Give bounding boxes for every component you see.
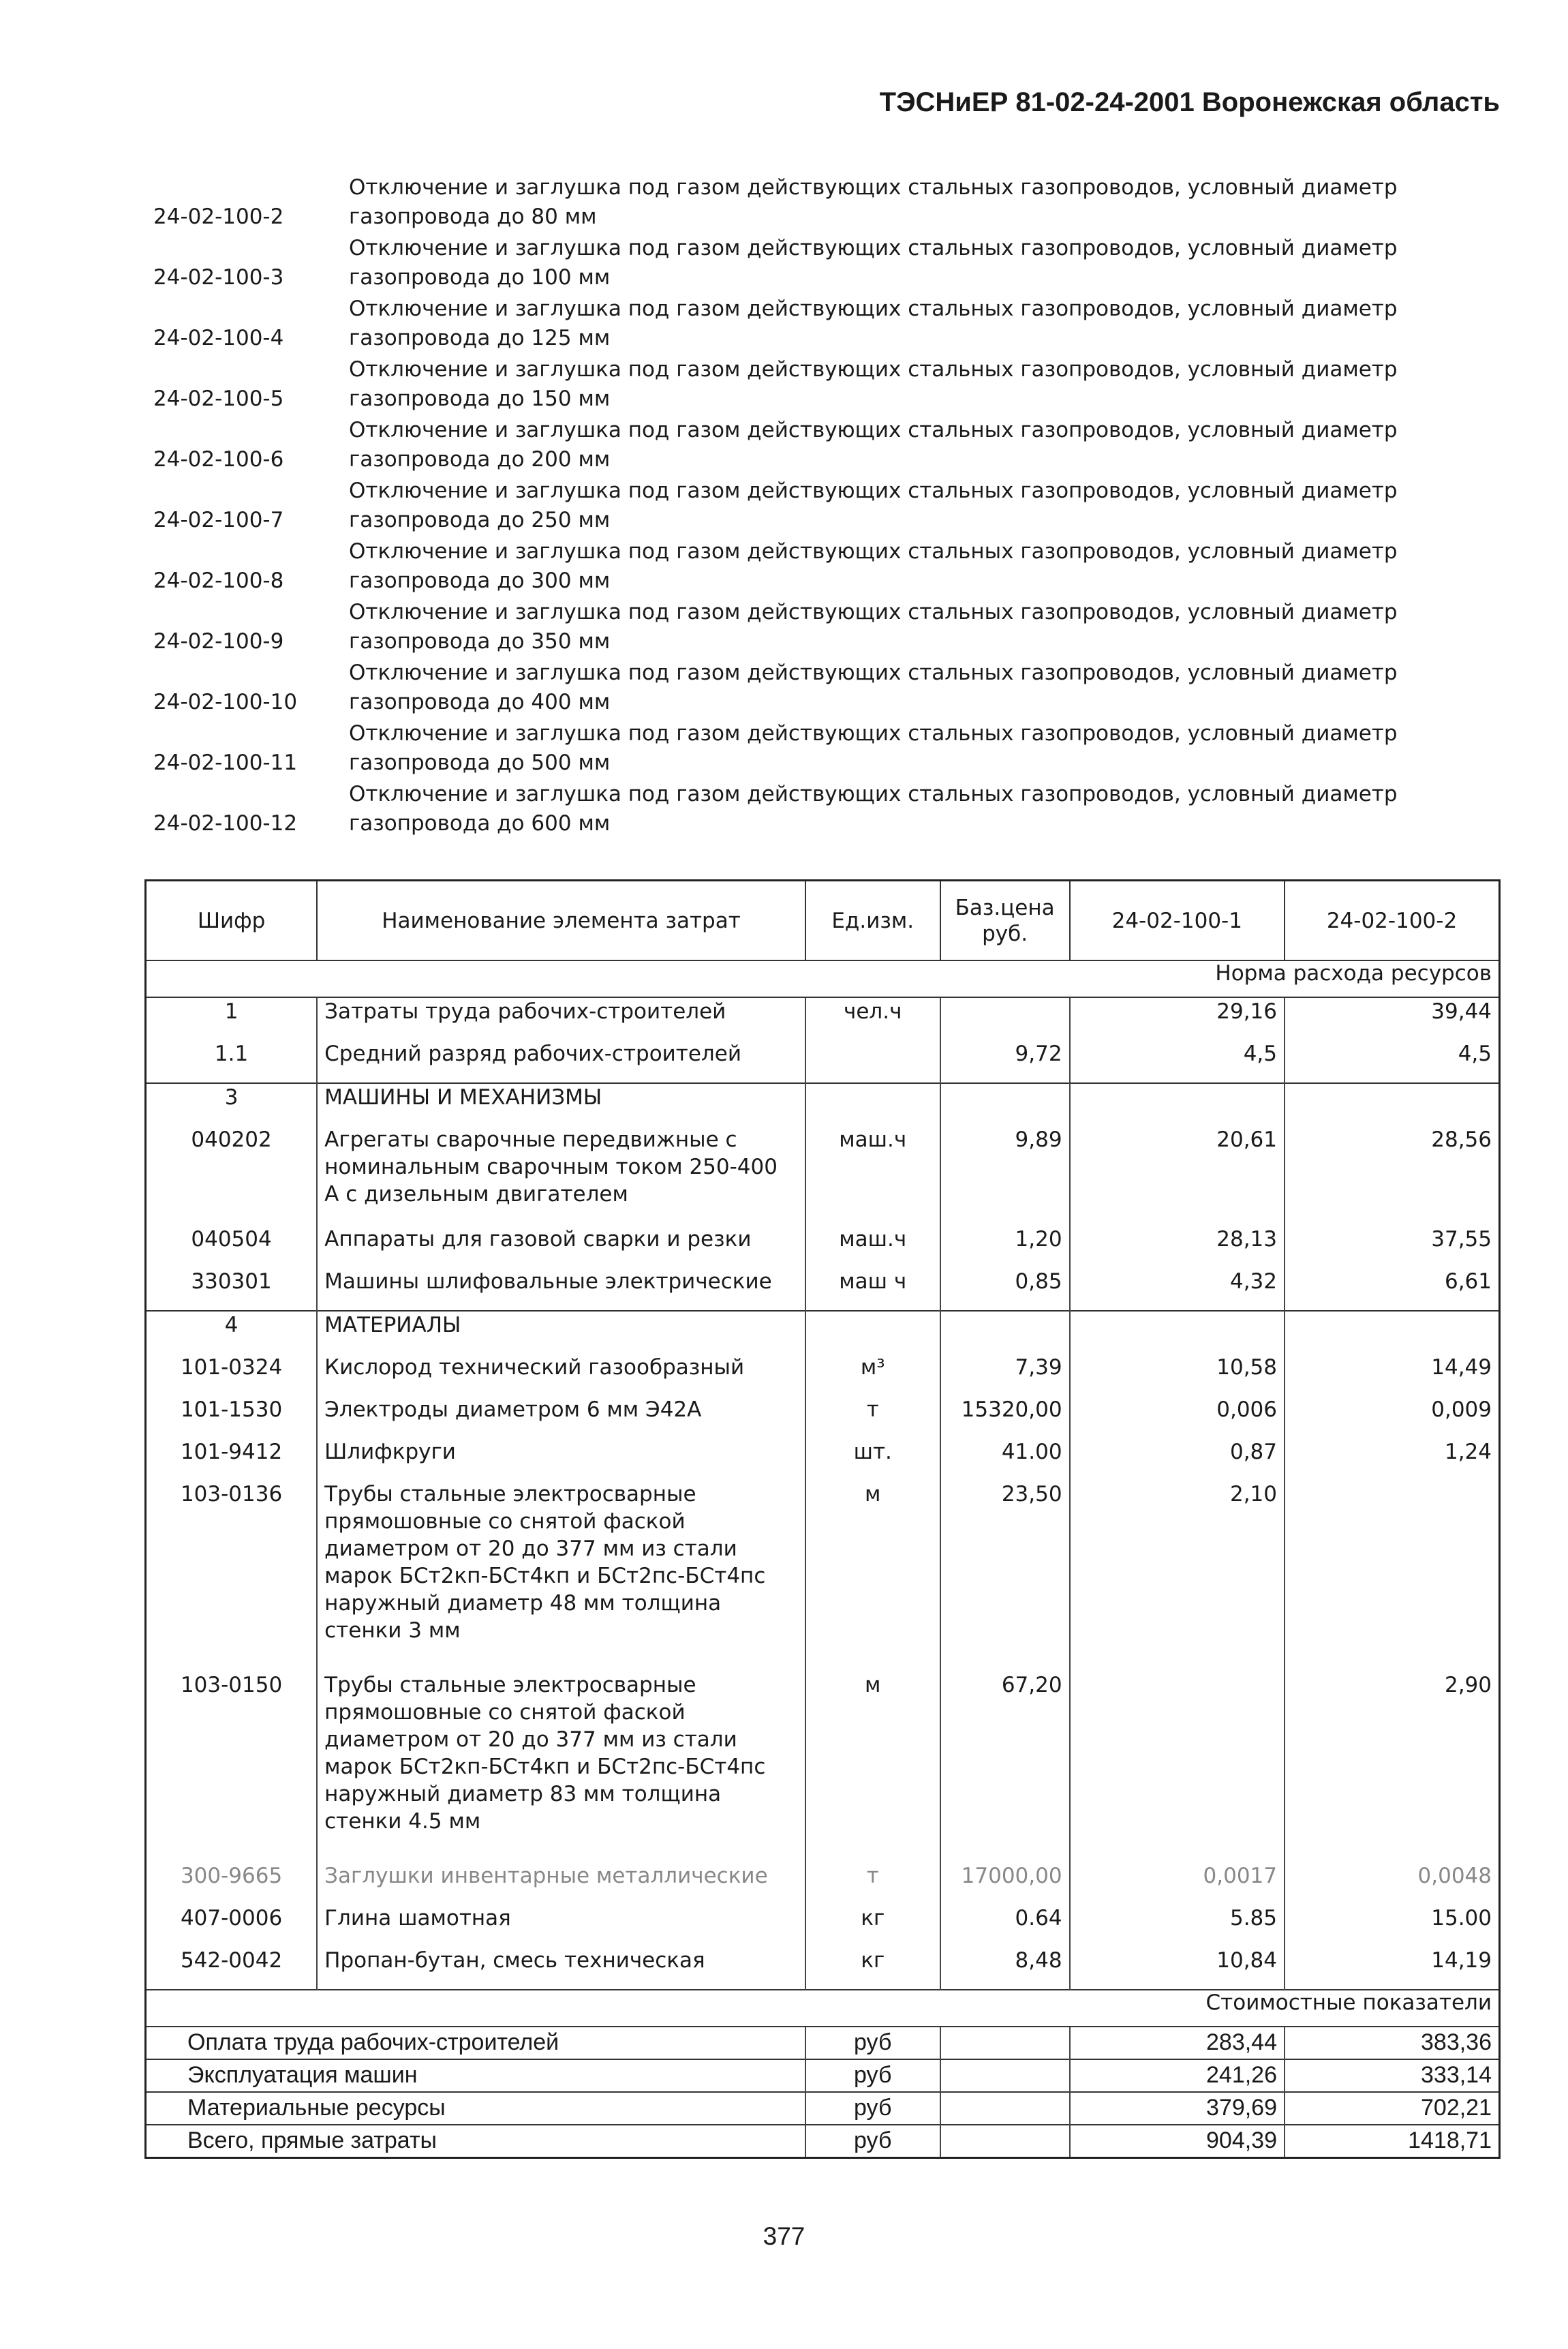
- total-price: [940, 2027, 1070, 2059]
- description: Отключение и заглушка под газом действующих стальных газопроводов, условный диаметр газопровода до 500 мм: [349, 721, 1398, 775]
- code: 24-02-100-2: [153, 204, 284, 229]
- cell-name: Глина шамотная: [317, 1905, 805, 1947]
- cell-unit: м: [805, 1481, 940, 1671]
- total-label: Оплата труда рабочих-строителей: [146, 2027, 805, 2059]
- cell-norm-2: 4,5: [1285, 1040, 1500, 1083]
- total-label: Всего, прямые затраты: [146, 2125, 805, 2158]
- list-item: [153, 598, 1499, 656]
- code: 24-02-100-9: [153, 629, 284, 654]
- cell-price: 1,20: [940, 1226, 1070, 1268]
- cell-code: 3: [146, 1083, 318, 1126]
- cell-code: 040202: [191, 1127, 272, 1152]
- cell-name: Средний разряд рабочих-строителей: [317, 1040, 805, 1083]
- cell-unit: т: [805, 1862, 940, 1905]
- col-header-unit: Ед.изм.: [805, 881, 940, 961]
- list-item: [153, 658, 1499, 717]
- cost-label: Стоимостные показатели: [146, 1990, 1500, 2027]
- cell-norm-2: 28,56: [1285, 1126, 1500, 1226]
- table-row: [146, 1040, 1500, 1083]
- description: Отключение и заглушка под газом действующих стальных газопроводов, условный диаметр газопровода до 600 мм: [349, 782, 1398, 836]
- cell-norm-1: 20,61: [1070, 1126, 1285, 1226]
- total-price: [940, 2092, 1070, 2125]
- cell-norm-1: [1070, 1311, 1285, 1354]
- cell-norm-2: 2,90: [1285, 1671, 1500, 1862]
- cell-norm-1: 10,58: [1070, 1354, 1285, 1396]
- cell-norm-2: [1285, 1481, 1500, 1671]
- code: 24-02-100-7: [153, 508, 284, 532]
- cell-name: Аппараты для газовой сварки и резки: [317, 1226, 805, 1268]
- cell-name: Пропан-бутан, смесь техническая: [317, 1947, 805, 1990]
- cell-norm-2: 15.00: [1285, 1905, 1500, 1947]
- cell-unit: шт.: [805, 1438, 940, 1481]
- page-number: 377: [763, 2222, 805, 2250]
- description: Отключение и заглушка под газом действующих стальных газопроводов, условный диаметр газопровода до 80 мм: [349, 175, 1398, 229]
- cell-price: 0.64: [940, 1905, 1070, 1947]
- total-unit: руб: [805, 2092, 940, 2125]
- cell-code: 103-0136: [180, 1482, 283, 1506]
- totals-row: [146, 2092, 1500, 2125]
- table-row: [146, 1354, 1500, 1396]
- cell-unit: м³: [805, 1354, 940, 1396]
- cell-code: 103-0150: [180, 1673, 283, 1697]
- list-item: [153, 173, 1499, 232]
- norm-label: Норма расхода ресурсов: [146, 960, 1500, 997]
- cell-unit: м: [805, 1671, 940, 1862]
- col-header-norm-1: 24-02-100-1: [1070, 881, 1285, 961]
- col-header-norm-2: 24-02-100-2: [1285, 881, 1500, 961]
- total-norm-1: 241,26: [1070, 2059, 1285, 2092]
- table-row: [146, 1268, 1500, 1311]
- cell-unit: [805, 1040, 940, 1083]
- list-item: [153, 719, 1499, 778]
- total-norm-1: 904,39: [1070, 2125, 1285, 2158]
- cell-unit: кг: [805, 1905, 940, 1947]
- description: Отключение и заглушка под газом действующих стальных газопроводов, условный диаметр газопровода до 300 мм: [349, 539, 1398, 593]
- table-header-row: [146, 881, 1500, 961]
- cell-code: 1.1: [214, 1042, 249, 1066]
- totals-row: [146, 2027, 1500, 2059]
- total-norm-2: 1418,71: [1285, 2125, 1500, 2158]
- cell-code: 101-1530: [180, 1397, 283, 1422]
- cell-price: 0,85: [940, 1268, 1070, 1311]
- cell-code: 4: [146, 1311, 318, 1354]
- list-item: [153, 780, 1499, 838]
- description: Отключение и заглушка под газом действующих стальных газопроводов, условный диаметр газопровода до 150 мм: [349, 357, 1398, 411]
- list-item: [153, 416, 1499, 474]
- code: 24-02-100-11: [153, 751, 298, 775]
- description: Отключение и заглушка под газом действующих стальных газопроводов, условный диаметр газопровода до 200 мм: [349, 418, 1398, 472]
- list-item: [153, 355, 1499, 414]
- cell-norm-1: 4,32: [1070, 1268, 1285, 1311]
- total-unit: руб: [805, 2125, 940, 2158]
- total-norm-1: 379,69: [1070, 2092, 1285, 2125]
- cell-unit: маш ч: [805, 1268, 940, 1311]
- cell-norm-1: 28,13: [1070, 1226, 1285, 1268]
- totals-row: [146, 2125, 1500, 2158]
- code: 24-02-100-5: [153, 387, 284, 411]
- total-label: Эксплуатация машин: [146, 2059, 805, 2092]
- cell-norm-1: 0,0017: [1070, 1862, 1285, 1905]
- table-row: [146, 1396, 1500, 1438]
- code: 24-02-100-12: [153, 811, 298, 836]
- cell-code: 040504: [191, 1227, 272, 1252]
- list-item: [153, 294, 1499, 353]
- total-unit: руб: [805, 2059, 940, 2092]
- cell-price: 9,72: [940, 1040, 1070, 1083]
- cell-unit: маш.ч: [805, 1226, 940, 1268]
- cell-norm-1: 0,006: [1070, 1396, 1285, 1438]
- total-norm-2: 383,36: [1285, 2027, 1500, 2059]
- cell-unit: [805, 1311, 940, 1354]
- cell-norm-2: 37,55: [1285, 1226, 1500, 1268]
- cell-norm-2: 14,19: [1285, 1947, 1500, 1990]
- cell-name: Трубы стальные электросварные прямошовные со снятой фаской диаметром от 20 до 377 мм из стали марок БСт2кп-БСт4кп и БСт2пс-БСт4пс наружный диаметр 83 мм толщина стенки 4.5 мм: [317, 1671, 805, 1862]
- table-row: [146, 1905, 1500, 1947]
- cell-code: 1: [224, 999, 239, 1024]
- table-row: [146, 1226, 1500, 1268]
- cell-norm-2: 39,44: [1285, 997, 1500, 1040]
- cell-norm-2: 0,0048: [1285, 1862, 1500, 1905]
- total-price: [940, 2125, 1070, 2158]
- table-row: [146, 997, 1500, 1040]
- cell-name: Агрегаты сварочные передвижные с номинальным сварочным током 250-400 А с дизельным двигателем: [317, 1126, 805, 1226]
- cell-price: 15320,00: [940, 1396, 1070, 1438]
- cell-norm-2: [1285, 1083, 1500, 1126]
- description: Отключение и заглушка под газом действующих стальных газопроводов, условный диаметр газопровода до 250 мм: [349, 479, 1398, 532]
- cell-price: 8,48: [940, 1947, 1070, 1990]
- cell-code: 542-0042: [180, 1948, 283, 1973]
- cell-name: Кислород технический газообразный: [317, 1354, 805, 1396]
- description: Отключение и заглушка под газом действующих стальных газопроводов, условный диаметр газопровода до 400 мм: [349, 661, 1398, 714]
- cell-norm-1: 0,87: [1070, 1438, 1285, 1481]
- list-item: [153, 234, 1499, 292]
- table-row: [146, 1671, 1500, 1862]
- total-unit: руб: [805, 2027, 940, 2059]
- cell-norm-1: [1070, 1671, 1285, 1862]
- cell-price: [940, 1083, 1070, 1126]
- table-row: [146, 1862, 1500, 1905]
- code: 24-02-100-3: [153, 265, 284, 290]
- cell-name: Затраты труда рабочих-строителей: [317, 997, 805, 1040]
- cell-price: [940, 1311, 1070, 1354]
- cell-price: 9,89: [940, 1126, 1070, 1226]
- cell-code: 330301: [191, 1269, 272, 1294]
- description: Отключение и заглушка под газом действующих стальных газопроводов, условный диаметр газопровода до 125 мм: [349, 297, 1398, 350]
- cell-norm-2: [1285, 1311, 1500, 1354]
- total-price: [940, 2059, 1070, 2092]
- cell-norm-1: 4,5: [1070, 1040, 1285, 1083]
- code-list: [153, 173, 1499, 840]
- cell-norm-2: 1,24: [1285, 1438, 1500, 1481]
- table-row: [146, 1126, 1500, 1226]
- cell-code: 300-9665: [180, 1864, 283, 1888]
- table-row: [146, 1947, 1500, 1990]
- cell-norm-1: 29,16: [1070, 997, 1285, 1040]
- cell-price: 67,20: [940, 1671, 1070, 1862]
- cell-price: [940, 997, 1070, 1040]
- cell-name: Электроды диаметром 6 мм Э42А: [317, 1396, 805, 1438]
- cell-norm-2: 6,61: [1285, 1268, 1500, 1311]
- cell-name: Трубы стальные электросварные прямошовные со снятой фаской диаметром от 20 до 377 мм из стали марок БСт2кп-БСт4кп и БСт2пс-БСт4пс наружный диаметр 48 мм толщина стенки 3 мм: [317, 1481, 805, 1671]
- cell-norm-2: 14,49: [1285, 1354, 1500, 1396]
- cell-price: 23,50: [940, 1481, 1070, 1671]
- section-title: МАТЕРИАЛЫ: [317, 1311, 805, 1354]
- cell-price: 17000,00: [940, 1862, 1070, 1905]
- total-norm-2: 702,21: [1285, 2092, 1500, 2125]
- cell-norm-1: 10,84: [1070, 1947, 1285, 1990]
- cell-unit: кг: [805, 1947, 940, 1990]
- cell-unit: маш.ч: [805, 1126, 940, 1226]
- total-norm-2: 333,14: [1285, 2059, 1500, 2092]
- cell-code: 407-0006: [180, 1906, 283, 1930]
- cell-unit: [805, 1083, 940, 1126]
- cell-name: Машины шлифовальные электрические: [317, 1268, 805, 1311]
- code: 24-02-100-6: [153, 447, 284, 472]
- totals-row: [146, 2059, 1500, 2092]
- list-item: [153, 537, 1499, 596]
- cell-norm-1: 5.85: [1070, 1905, 1285, 1947]
- resource-table: [144, 879, 1501, 2159]
- table-row: [146, 1481, 1500, 1671]
- section-row: [146, 1083, 1500, 1126]
- cell-norm-1: 2,10: [1070, 1481, 1285, 1671]
- code: 24-02-100-10: [153, 690, 298, 714]
- cell-price: 7,39: [940, 1354, 1070, 1396]
- list-item: [153, 476, 1499, 535]
- col-header-name: Наименование элемента затрат: [317, 881, 805, 961]
- total-norm-1: 283,44: [1070, 2027, 1285, 2059]
- code: 24-02-100-4: [153, 326, 284, 350]
- description: Отключение и заглушка под газом действующих стальных газопроводов, условный диаметр газопровода до 100 мм: [349, 236, 1398, 290]
- section-row: [146, 1311, 1500, 1354]
- norm-label-row: [146, 960, 1500, 997]
- cell-unit: т: [805, 1396, 940, 1438]
- document-header: ТЭСНиЕР 81-02-24-2001 Воронежская область: [879, 87, 1500, 117]
- total-label: Материальные ресурсы: [146, 2092, 805, 2125]
- cell-unit: чел.ч: [805, 997, 940, 1040]
- col-header-code: Шифр: [146, 881, 318, 961]
- col-header-price: Баз.цена руб.: [940, 881, 1070, 961]
- cost-label-row: [146, 1990, 1500, 2027]
- table-row: [146, 1438, 1500, 1481]
- cell-code: 101-9412: [180, 1440, 283, 1464]
- cell-code: 101-0324: [180, 1355, 283, 1380]
- cell-norm-2: 0,009: [1285, 1396, 1500, 1438]
- cell-name: Заглушки инвентарные металлические: [317, 1862, 805, 1905]
- cell-norm-1: [1070, 1083, 1285, 1126]
- code: 24-02-100-8: [153, 569, 284, 593]
- section-title: МАШИНЫ И МЕХАНИЗМЫ: [317, 1083, 805, 1126]
- cell-price: 41.00: [940, 1438, 1070, 1481]
- cell-name: Шлифкруги: [317, 1438, 805, 1481]
- description: Отключение и заглушка под газом действующих стальных газопроводов, условный диаметр газопровода до 350 мм: [349, 600, 1398, 654]
